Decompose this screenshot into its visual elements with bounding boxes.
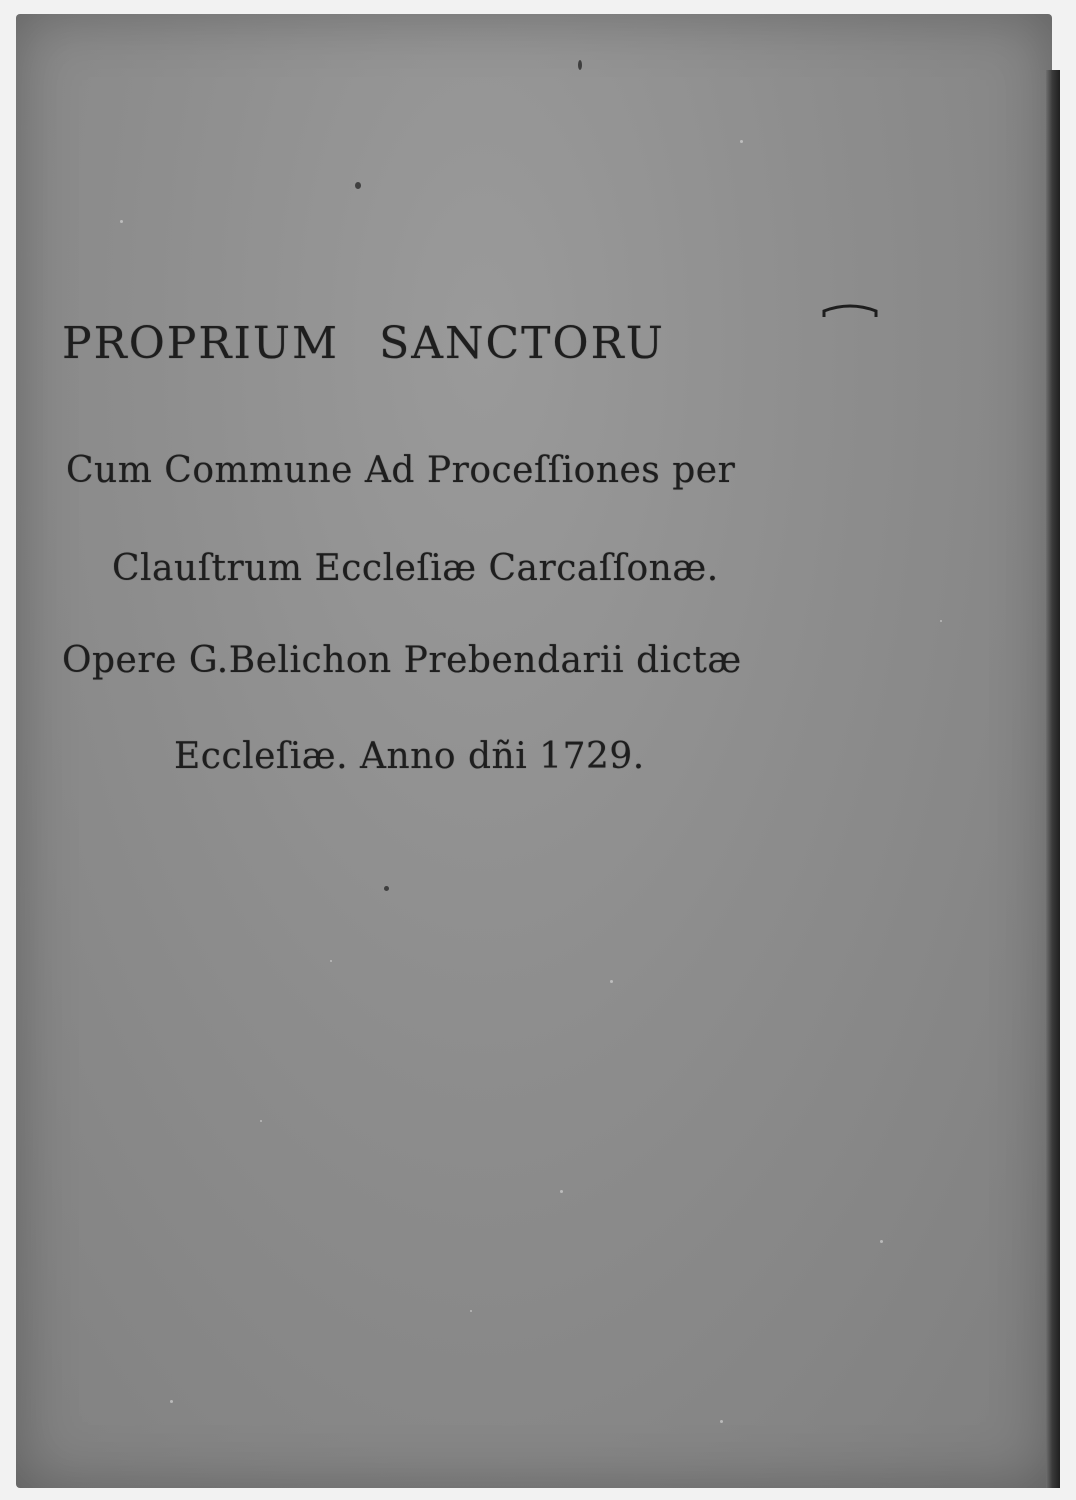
abbreviation-mark (822, 303, 878, 319)
subtitle-line-2: Clauſtrum Eccleſiæ Carcaſſonæ. (112, 548, 719, 589)
author-line: Opere G.Belichon Prebendarii dictæ (62, 640, 742, 681)
date-line: Eccleſiæ. Anno dñi 1729. (174, 736, 645, 777)
subtitle-line-1: Cum Commune Ad Proceſſiones per (66, 450, 736, 491)
title-word-2: SANCTORU (379, 318, 665, 369)
title-word-1: PROPRIUM (62, 318, 340, 369)
page-title (62, 318, 665, 369)
